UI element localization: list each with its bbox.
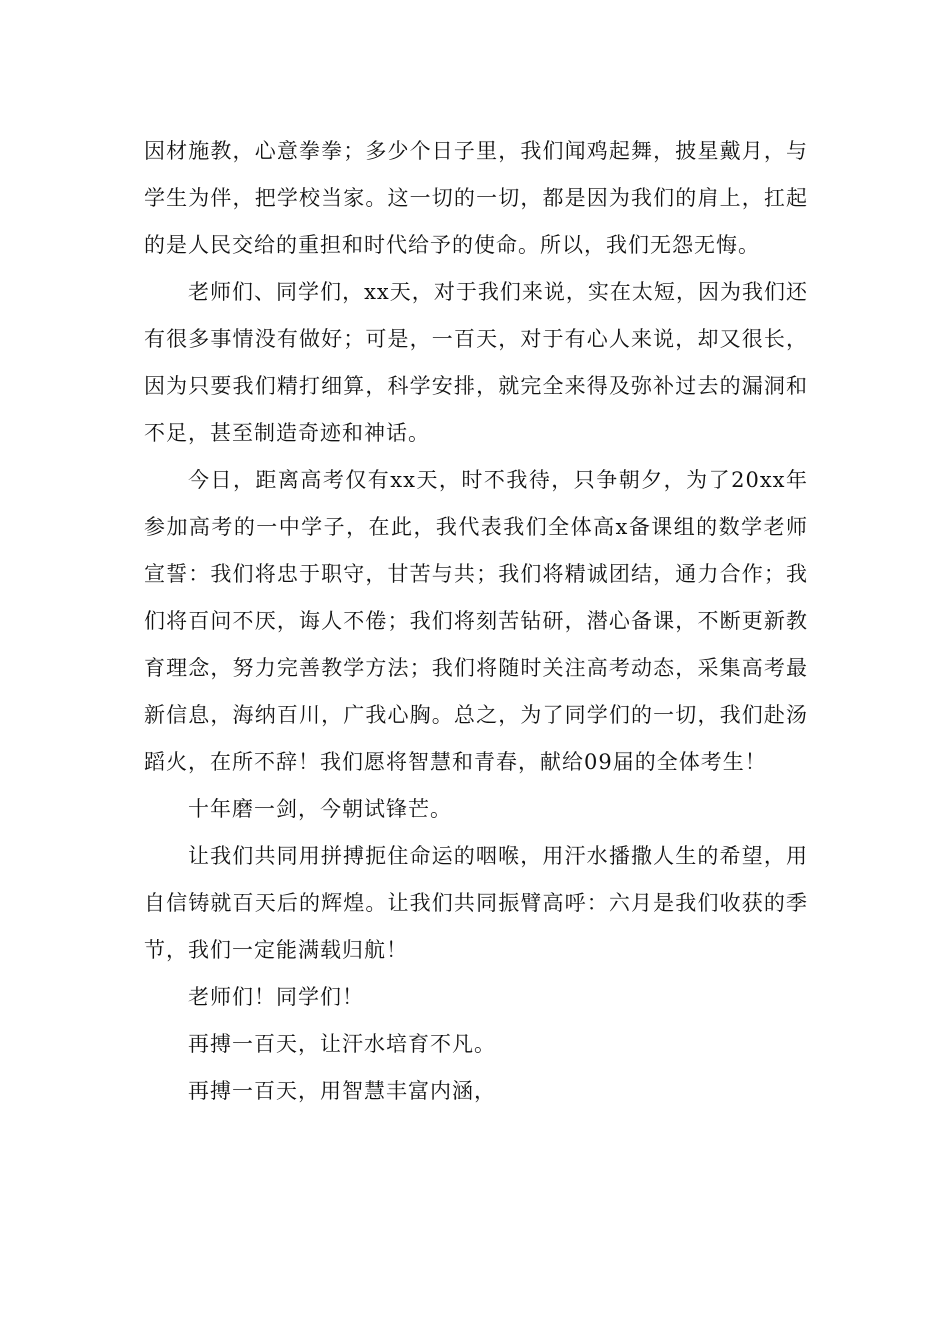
paragraph-8: 再搏一百天，用智慧丰富内涵， bbox=[188, 1079, 496, 1103]
paragraph-6: 老师们！同学们！ bbox=[188, 985, 364, 1009]
paragraph-5: 让我们共同用拼搏扼住命运的咽喉，用汗水播撒人生的希望，用自信铸就百天后的辉煌。让我们共同振臂高呼：六月是我们收获的季节，我们一定能满载归航！ bbox=[144, 844, 808, 962]
paragraph-1: 因材施教，心意拳拳；多少个日子里，我们闻鸡起舞，披星戴月，与学生为伴，把学校当家。这一切的一切，都是因为我们的肩上，扛起的是人民交给的重担和时代给予的使命。所以，我们无怨无悔。 bbox=[144, 139, 808, 257]
paragraph-3: 今日，距离高考仅有xx天，时不我待，只争朝夕，为了20xx年参加高考的一中学子，在此，我代表我们全体高x备课组的数学老师宣誓：我们将忠于职守，甘苦与共；我们将精诚团结，通力合作；我们将百问不厌，诲人不倦；我们将刻苦钻研，潜心备课，不断更新教育理念，努力完善教学方法；我们将随时关注高考动态，采集高考最新信息，海纳百川，广我心胸。总之，为了同学们的一切，我们赴汤蹈火，在所不辞！我们愿将智慧和青春，献给09届的全体考生！ bbox=[144, 468, 808, 774]
paragraph-7: 再搏一百天，让汗水培育不凡。 bbox=[188, 1032, 496, 1056]
paragraph-4: 十年磨一剑，今朝试锋芒。 bbox=[188, 797, 452, 821]
paragraph-2: 老师们、同学们，xx天，对于我们来说，实在太短，因为我们还有很多事情没有做好；可是，一百天，对于有心人来说，却又很长，因为只要我们精打细算，科学安排，就完全来得及弥补过去的漏洞和不足，甚至制造奇迹和神话。 bbox=[144, 280, 808, 445]
document-body bbox=[144, 128, 808, 1115]
